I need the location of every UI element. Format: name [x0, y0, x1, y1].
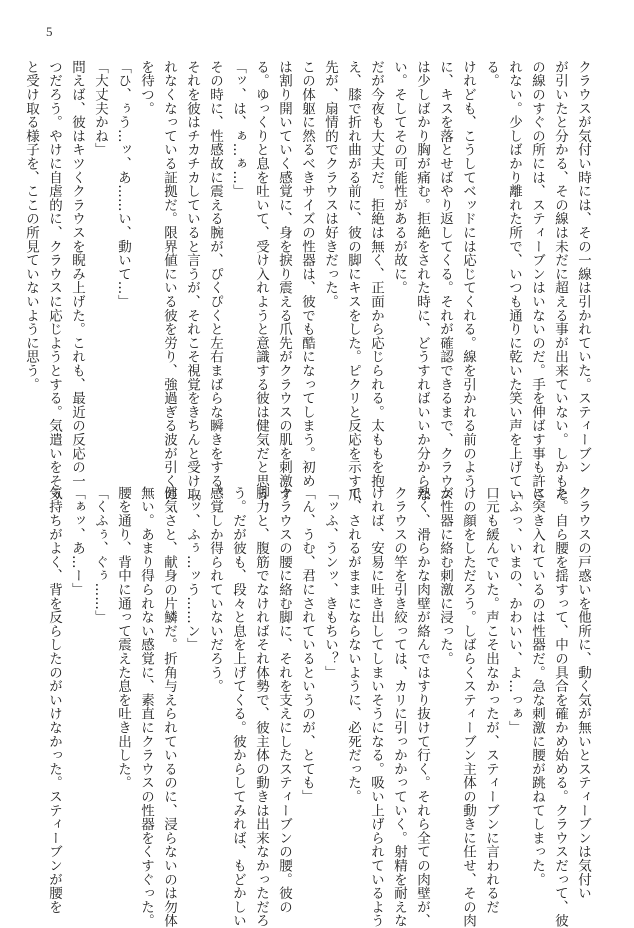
text-line: 「ん、うむ、君にされているというのが、とても」 [299, 486, 315, 804]
text-line: に突き入れているのは性器だ。急な刺激に腰が跳ねてしまった。 [529, 486, 545, 887]
text-line: 口元も緩んでいた。声こそ出なかったが、スティーブンに言われるだ [483, 486, 499, 914]
page-number: 5 [46, 24, 53, 39]
text-line: は少しばかり胸が痛む。拒絶をされた時に、どうすればいいか分からな [414, 60, 430, 502]
text-line: が引いたと分かる、その線は未だに超える事が出来ていない。しかもそ [552, 60, 568, 502]
text-line: クラウスの腰に絡む脚に、それを支えにしたスティーブンの腰。彼の [276, 486, 292, 914]
text-line: 健気さと、献身の片鱗だ。折角与えられているのに、浸らないのは勿体 [161, 486, 177, 928]
text-line: え、膝で折れ曲がる前に、彼の脚にキスをした。ピクリと反応を示す爪 [345, 60, 361, 502]
text-line: 感覚しか得られていないだろう。 [207, 486, 223, 693]
text-line: 「ぁッ、あ…ー」 [69, 486, 85, 597]
text-line: る。ゆっくりと息を吐いて、受け入れようと意識する彼は健気だと思う。 [253, 60, 269, 516]
text-line: 熱く、滑らかな肉壁が絡んではすり抜けて行く。それら全ての肉壁が、 [414, 486, 430, 928]
text-line: れなくなっている証拠だ。限界値にいる彼を労り、強過ぎる波が引くの [161, 60, 177, 502]
text-line: それを彼はチカチカしていると言うが、それこそ視覚をきちんと受け取 [184, 60, 200, 502]
text-line: の線のすぐの所には、スティーブンはいないのだ。手を伸ばす事も許さ [529, 60, 545, 502]
text-line: 気持ちがよく、背を反らしたのがいけなかった。スティーブンが腰を [46, 486, 62, 914]
text-line: 先が、扇情的でクラウスは好きだった。 [322, 60, 338, 309]
text-line: 「ッふ、うンッ、きもちい？」 [322, 486, 338, 680]
text-line: は割り開いていく感覚に、身を捩り震える爪先がクラウスの肌を刺激す [276, 60, 292, 502]
text-line: 「大丈夫かね」 [92, 60, 108, 157]
text-line: けの顔をしただろう。しばらくスティーブン主体の動きに任せ、その肉 [460, 486, 476, 928]
text-line: で、されるがままにならないように、必死だった。 [345, 486, 361, 804]
upper-text-block [23, 60, 594, 516]
text-line: 脚力と、腹筋でなければそれ体勢で、彼主体の動きは出来なかっただろ [253, 486, 269, 928]
text-line: た。自ら腰を揺すって、中の具合を確かめ始める。クラウスだって、彼 [552, 486, 568, 928]
text-line: 「ふっ、いまの、かわいい、よ…っぁ」 [506, 486, 522, 735]
text-line: れない。少しばかり離れた所で、いつも通りに乾いた笑い声を上げてい [506, 60, 522, 502]
text-line: 「ッ、ふぅ…ッう……ン」 [184, 486, 200, 652]
text-line: つだろう。やけに自虐的に、クラウスに応じようとする。気遣いをそう [46, 60, 62, 502]
text-line: クラウスの戸惑いを他所に、動く気が無いとスティーブンは気付い [575, 486, 591, 900]
text-line: けれども、こうしてベッドには応じてくれる。線を引かれる前のよう [460, 60, 476, 488]
text-line: い。そしてその可能性があるが故に。 [391, 60, 407, 295]
text-line: 「ひ、ぅう…ッ、あ……い、動いて…」 [115, 60, 131, 309]
text-line: る。 [483, 60, 499, 88]
text-line: 腰を通り、背中に通って震えた息を吐き出した。 [115, 486, 131, 790]
text-line: ければ、安易に吐き出してしまいそうになる。吸い上げられているよう [368, 486, 384, 928]
text-line: に、キスを落とせばやり返してくる。それが確認できるまで、クラウス [437, 60, 453, 502]
text-line: だが今夜も大丈夫だ。拒絶は無く、正面から応じられる。太ももを抱 [368, 60, 384, 488]
text-line: う。だが彼も、段々と息を上げてくる。彼からしてみれば、もどかしい [230, 486, 246, 928]
text-line: 無い。あまり得られない感覚に、素直にクラウスの性器をくすぐった。 [138, 486, 154, 928]
text-line: クラウスが気付い時には、その一線は引かれていた。スティーブン [575, 60, 591, 474]
text-line: 「ッ、は、ぁ…ぁ…」 [230, 60, 246, 198]
text-line: を待つ。 [138, 60, 154, 116]
text-line: と受け取る様子を、ここの所見ていないように思う。 [23, 60, 39, 392]
text-line: 問えば、彼はキツくクラウスを睨み上げた。これも、最近の反応の一 [69, 60, 85, 488]
text-line: クラウスの竿を引き絞っては、カリに引っかかっていく。射精を耐えな [391, 486, 407, 928]
text-line: この体躯に然るべきサイズの性器は、彼でも酷になってしまう。初め [299, 60, 315, 488]
lower-text-block [40, 486, 594, 928]
text-line: が性器に絡む刺激に浸った。 [437, 486, 453, 666]
text-line: 「くふぅ、ぐぅ……」 [92, 486, 108, 624]
text-line: その時に、性感故に震える腕が、ぴくぴくと左右まばらな瞬きをする。 [207, 60, 223, 502]
